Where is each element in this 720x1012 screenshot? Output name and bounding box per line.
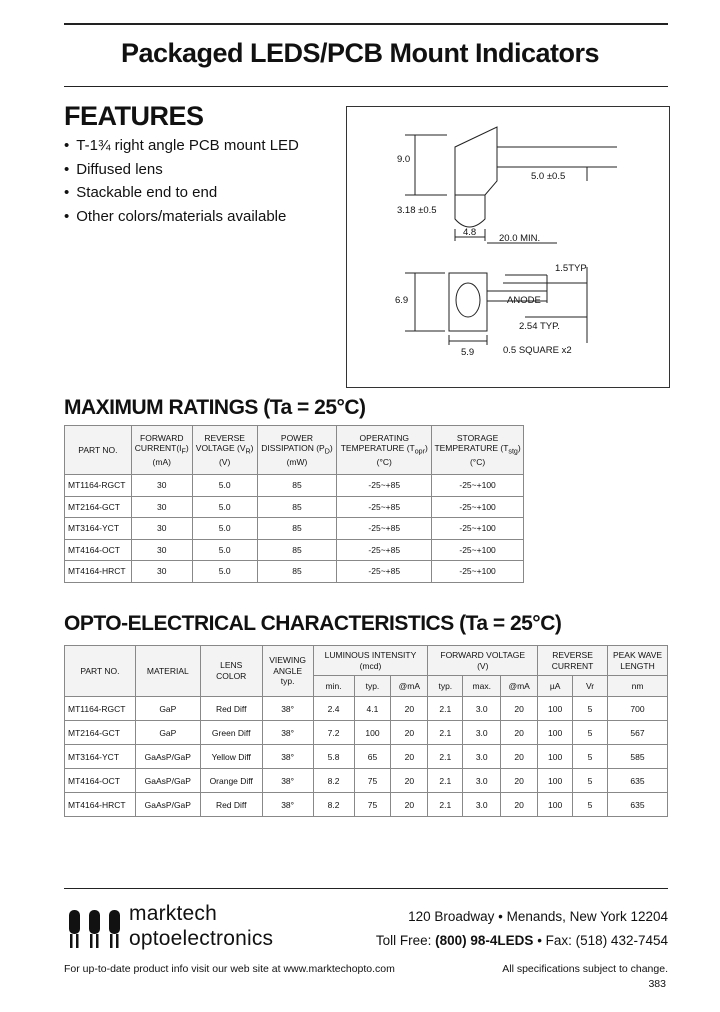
feature-item	[64, 161, 299, 185]
table-row: MT4164-OCT GaAsP/GaP Orange Diff 38° 8.2 75 20 2.1 3.0 20 100 5 635	[65, 769, 668, 793]
dim-lens: 3.18 ±0.5	[397, 205, 437, 216]
feature-text: Other colors/materials available	[76, 207, 287, 225]
dim-square: 0.5 SQUARE x2	[503, 345, 572, 356]
spec-note: All specifications subject to change.	[502, 963, 668, 975]
toll-free-label: Toll Free:	[375, 933, 432, 948]
table-row: MT4164-HRCT 30 5.0 85 -25~+85 -25~+100	[65, 561, 524, 583]
col-forward-current: FORWARD $CURRENT(I_F)$ (mA)	[131, 426, 192, 475]
max-ratings-table	[64, 425, 524, 583]
opto-table	[64, 645, 668, 817]
table-row: MT1164-RGCT 30 5.0 85 -25~+85 -25~+100	[65, 475, 524, 497]
feature-text: Diffused lens	[76, 160, 163, 178]
dimension-diagram	[346, 106, 670, 388]
dim-body: 6.9	[395, 295, 409, 306]
features-list	[64, 137, 299, 231]
feature-text: Stackable end to end	[76, 184, 218, 201]
led-drawing	[347, 107, 669, 387]
anode-label: ANODE	[507, 295, 541, 306]
table-subheader-row: min. typ. @mA typ. max. @mA µA Vr nm	[65, 676, 668, 697]
dim-lead: 5.0 ±0.5	[531, 171, 566, 182]
top-rule	[64, 23, 668, 25]
features-heading: FEATURES	[64, 101, 204, 131]
table-header-row	[65, 426, 524, 475]
feature-item	[64, 208, 299, 232]
table-row: MT2164-GCT GaP Green Diff 38° 7.2 100 20 2.1 3.0 20 100 5 567	[65, 721, 668, 745]
title-rule	[64, 86, 668, 87]
table-row: MT4164-HRCT GaAsP/GaP Red Diff 38° 8.2 75 20 2.1 3.0 20 100 5 635	[65, 793, 668, 817]
col-reverse-voltage: REVERSE VOLTAGE $(V_R)$ (V)	[192, 426, 257, 475]
table-row: MT1164-RGCT GaP Red Diff 38° 2.4 4.1 20 2.1 3.0 20 100 5 700	[65, 697, 668, 721]
dim-pitch: 2.54 TYP.	[519, 321, 560, 332]
feature-item	[64, 184, 299, 208]
dim-typ: 1.5TYP	[555, 263, 587, 274]
company-address: 120 Broadway • Menands, New York 12204	[408, 909, 668, 924]
feature-text: T-1¾ right angle PCB mount LED	[76, 137, 299, 154]
max-ratings-heading: MAXIMUM RATINGS (Ta = 25°C)	[64, 396, 366, 419]
toll-free-number: (800) 98-4LEDS	[435, 933, 534, 948]
table-row: MT3164-YCT GaAsP/GaP Yellow Diff 38° 5.8 65 20 2.1 3.0 20 100 5 585	[65, 745, 668, 769]
dim-base: 5.9	[461, 347, 475, 358]
col-part-no: PART NO.	[65, 426, 132, 475]
fax-number: • Fax: (518) 432-7454	[537, 933, 668, 948]
marktech-logo-icon	[66, 906, 124, 950]
feature-item	[64, 137, 299, 161]
table-header-row: PART NO. MATERIAL LENS COLOR VIEWING ANGLE typ. LUMINOUS INTENSITY (mcd) FORWARD VOLTAGE (V) REVERSE CURRENT PEAK WAVE LENGTH	[65, 646, 668, 676]
page-number: 383	[648, 978, 666, 990]
dim-width: 4.8	[463, 227, 477, 238]
brand-name-line1: marktech	[129, 902, 217, 925]
contact-line	[376, 933, 668, 948]
dim-min: 20.0 MIN.	[499, 233, 541, 244]
col-storage-temp: STORAGE TEMPERATURE $(T_{stg})$ (°C)	[432, 426, 524, 475]
opto-heading: OPTO-ELECTRICAL CHARACTERISTICS (Ta = 25°C)	[64, 612, 562, 635]
table-row: MT3164-YCT 30 5.0 85 -25~+85 -25~+100	[65, 518, 524, 540]
table-row: MT2164-GCT 30 5.0 85 -25~+85 -25~+100	[65, 496, 524, 518]
website-note: For up-to-date product info visit our web site at www.marktechopto.com	[64, 963, 395, 975]
col-power-dissipation: POWER DISSIPATION $(P_D)$ (mW)	[257, 426, 337, 475]
col-operating-temp: OPERATING TEMPERATURE $(T_{opr})$ (°C)	[337, 426, 432, 475]
dim-height: 9.0	[397, 154, 411, 165]
footer-rule	[64, 888, 668, 889]
table-row: MT4164-OCT 30 5.0 85 -25~+85 -25~+100	[65, 539, 524, 561]
brand-name-line2: optoelectronics	[129, 927, 274, 950]
page-title: Packaged LEDS/PCB Mount Indicators	[120, 38, 600, 68]
